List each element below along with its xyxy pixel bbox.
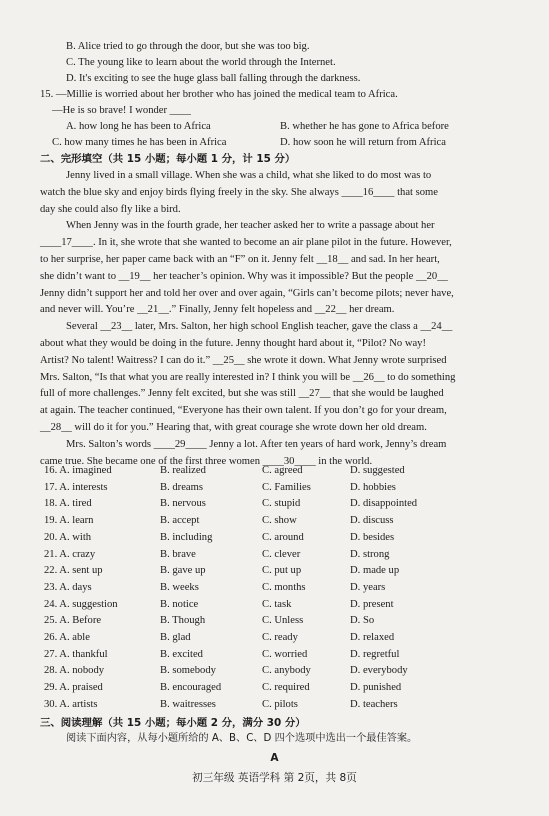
passage-line: she didn’t want to __19__ her teacher’s opinion. Why was it impossible? But the people __20__ bbox=[40, 270, 448, 282]
passage-line: ____17____. In it, she wrote that she wanted to become an air plane pilot in the future. However, bbox=[40, 237, 452, 249]
choice-option: D. made up bbox=[350, 565, 400, 577]
choice-option: B. somebody bbox=[160, 665, 216, 677]
passage-line: day she could also fly like a bird. bbox=[40, 203, 181, 215]
choice-option: 16. A. imagined bbox=[44, 465, 112, 476]
choice-row bbox=[0, 497, 480, 511]
choice-option: C. task bbox=[262, 598, 292, 610]
q14-option-b: B. Alice tried to go through the door, but she was too big. bbox=[66, 41, 310, 52]
passage-line: to her surprise, her paper came back with an “F” on it. Jenny felt __18__ and sad. In her heart, bbox=[40, 254, 440, 265]
choice-option: C. months bbox=[262, 581, 306, 593]
choice-option: D. So bbox=[350, 615, 375, 627]
choice-option: D. suggested bbox=[350, 465, 405, 476]
passage-line: __28__ will do it for you.” Hearing that, with great courage she wrote down her old dream. bbox=[40, 422, 427, 433]
q14-option-c: C. The young like to learn about the world through the Internet. bbox=[66, 57, 336, 68]
choice-option: B. dreams bbox=[160, 481, 203, 493]
choice-option: 26. A. able bbox=[44, 632, 90, 643]
choice-option: D. teachers bbox=[350, 698, 398, 710]
choice-option: B. weeks bbox=[160, 581, 199, 593]
choice-option: B. gave up bbox=[160, 565, 206, 577]
choice-row bbox=[0, 531, 480, 545]
choice-option: C. put up bbox=[262, 565, 302, 577]
q15-option-c: C. how many times he has been in Africa bbox=[52, 137, 227, 148]
passage-line: and never will. You’re __21__.” Finally, Jenny felt hopeless and __22__ her dream. bbox=[40, 304, 395, 316]
choice-option: C. agreed bbox=[262, 465, 303, 476]
choice-option: D. disappointed bbox=[350, 498, 418, 510]
choice-option: D. punished bbox=[350, 682, 402, 694]
passage-line: Jenny lived in a small village. When she was a child, what she liked to do most was to bbox=[66, 170, 432, 181]
choice-row bbox=[0, 698, 480, 712]
choice-row bbox=[0, 598, 480, 612]
passage-line: full of more challenges.” Jenny felt excited, but she was still __27__ that she would be laughed bbox=[40, 388, 444, 400]
choice-row bbox=[0, 564, 480, 578]
page-footer: 初三年级 英语学科 第 2页，共 8页 bbox=[192, 772, 357, 784]
choice-option: C. Unless bbox=[262, 615, 304, 627]
q15-option-a: A. how long he has been to Africa bbox=[66, 121, 211, 132]
passage-label: A bbox=[270, 752, 279, 764]
choice-option: D. regretful bbox=[350, 648, 400, 660]
choice-row bbox=[0, 631, 480, 645]
passage-line: about what they would be doing in the future. Jenny thought hard about it, “Pilot? No way! bbox=[40, 338, 427, 349]
choice-option: C. stupid bbox=[262, 498, 301, 510]
passage-line: watch the blue sky and enjoy birds flying freely in the sky. She always ____16____ that some bbox=[40, 186, 438, 198]
choice-row bbox=[0, 514, 480, 528]
q15-option-d: D. how soon he will return from Africa bbox=[280, 137, 446, 148]
choice-option: C. pilots bbox=[262, 698, 298, 710]
section-3-instructions: 阅读下面内容，从每小题所给的 A、B、C、D 四个选项中选出一个最佳答案。 bbox=[66, 733, 418, 744]
choice-option: B. accept bbox=[160, 515, 200, 527]
choice-option: D. besides bbox=[350, 531, 395, 543]
choice-option: C. required bbox=[262, 682, 310, 694]
choice-option: D. strong bbox=[350, 548, 390, 560]
q15-option-b: B. whether he has gone to Africa before bbox=[280, 121, 449, 132]
choice-option: 25. A. Before bbox=[44, 615, 102, 627]
choice-option: 19. A. learn bbox=[44, 515, 94, 527]
section-2-title: 二、完形填空（共 15 小题；每小题 1 分，计 15 分） bbox=[40, 153, 296, 165]
choice-option: C. clever bbox=[262, 548, 301, 560]
choice-option: B. nervous bbox=[160, 498, 206, 510]
passage-line: Artist? No talent! Waitress? I can do it.” __25__ she wrote it down. What Jenny wrote surprised bbox=[40, 354, 447, 366]
section-3-title: 三、阅读理解（共 15 小题；每小题 2 分，满分 30 分） bbox=[40, 717, 306, 729]
choice-option: B. including bbox=[160, 531, 213, 543]
choice-row bbox=[0, 581, 480, 595]
choice-option: B. waitresses bbox=[160, 698, 216, 710]
passage-line: When Jenny was in the fourth grade, her teacher asked her to write a passage about her bbox=[66, 220, 435, 232]
choice-option: D. present bbox=[350, 598, 394, 610]
choice-row bbox=[0, 681, 480, 695]
choice-option: D. everybody bbox=[350, 665, 408, 677]
passage-line: Mrs. Salton, “Is that what you are really interested in? I think you will be __26__ to do something bbox=[40, 371, 456, 383]
choice-option: 29. A. praised bbox=[44, 682, 103, 694]
choice-option: C. around bbox=[262, 531, 304, 543]
passage-line: Several __23__ later, Mrs. Salton, her high school English teacher, gave the class a __24__ bbox=[66, 321, 453, 333]
choice-option: C. show bbox=[262, 515, 297, 527]
passage-line: Mrs. Salton’s words ____29____ Jenny a lot. After ten years of hard work, Jenny’s dream bbox=[66, 438, 447, 450]
choice-option: C. ready bbox=[262, 632, 298, 643]
choice-option: D. discuss bbox=[350, 515, 394, 527]
q15-stem: 15. —Millie is worried about her brother who has joined the medical team to Africa. bbox=[40, 89, 398, 100]
choice-option: C. worried bbox=[262, 648, 308, 660]
choice-row bbox=[0, 548, 480, 562]
choice-row bbox=[0, 464, 480, 478]
choice-option: 18. A. tired bbox=[44, 498, 92, 510]
choice-option: C. anybody bbox=[262, 665, 311, 677]
choice-option: 23. A. days bbox=[44, 581, 92, 593]
choice-option: 24. A. suggestion bbox=[44, 598, 118, 610]
choice-option: C. Families bbox=[262, 481, 311, 493]
q14-option-d: D. It's exciting to see the huge glass ball falling through the darkness. bbox=[66, 73, 361, 84]
passage-line: Jenny didn’t support her and told her over and over again, “Girls can’t become pilots; never have, bbox=[40, 287, 454, 299]
choice-row bbox=[0, 648, 480, 662]
choice-option: B. notice bbox=[160, 598, 199, 610]
choice-option: B. glad bbox=[160, 632, 191, 643]
choice-option: 28. A. nobody bbox=[44, 665, 105, 677]
passage-line: at again. The teacher continued, “Everyone has their own talent. If you don’t go for your dream, bbox=[40, 405, 447, 417]
choice-option: D. hobbies bbox=[350, 481, 396, 493]
choice-option: B. realized bbox=[160, 465, 206, 476]
choice-option: B. brave bbox=[160, 548, 196, 560]
choice-option: 22. A. sent up bbox=[44, 565, 103, 577]
choice-row bbox=[0, 481, 480, 495]
choice-option: 27. A. thankful bbox=[44, 648, 108, 660]
choice-option: B. excited bbox=[160, 648, 203, 660]
choice-option: 17. A. interests bbox=[44, 481, 108, 493]
choice-option: B. Though bbox=[160, 615, 206, 627]
choice-row bbox=[0, 614, 480, 628]
q15-stem-reply: —He is so brave! I wonder ____ bbox=[52, 105, 191, 116]
choice-option: D. years bbox=[350, 581, 386, 593]
choice-option: 20. A. with bbox=[44, 531, 92, 543]
choice-option: B. encouraged bbox=[160, 682, 222, 694]
choice-option: 21. A. crazy bbox=[44, 548, 96, 560]
choice-option: D. relaxed bbox=[350, 632, 395, 643]
choice-option: 30. A. artists bbox=[44, 698, 98, 710]
passage-line: came true. She became one of the first three women ____30____ in the world. bbox=[40, 455, 373, 467]
choice-row bbox=[0, 664, 480, 678]
